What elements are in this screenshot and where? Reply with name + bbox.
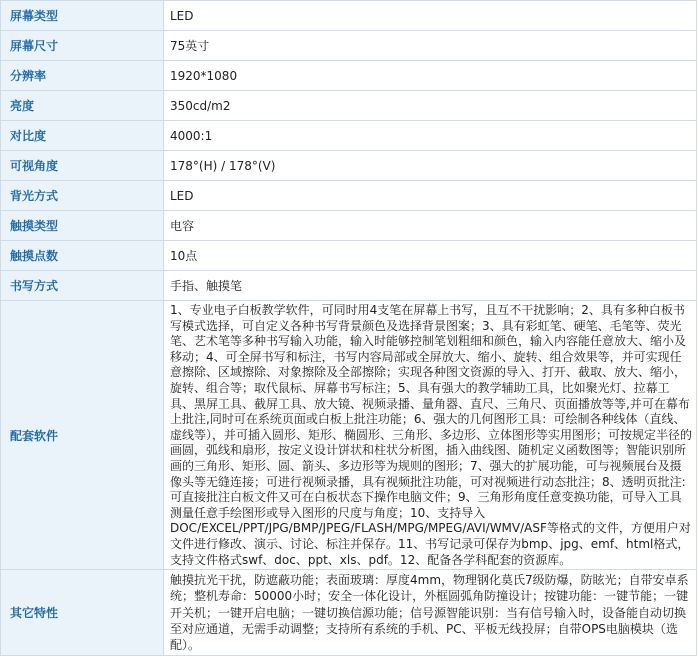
spec-key: 触摸点数 bbox=[1, 241, 164, 271]
spec-value: 1920*1080 bbox=[164, 61, 697, 91]
spec-row-viewing-angle bbox=[1, 151, 697, 181]
spec-value: 4000:1 bbox=[164, 121, 697, 151]
spec-row-backlight bbox=[1, 181, 697, 211]
spec-value: LED bbox=[164, 1, 697, 31]
spec-row-software bbox=[1, 301, 697, 570]
spec-row-contrast bbox=[1, 121, 697, 151]
spec-key: 屏幕类型 bbox=[1, 1, 164, 31]
spec-row-screen-size bbox=[1, 31, 697, 61]
spec-key: 书写方式 bbox=[1, 271, 164, 301]
spec-row-brightness bbox=[1, 91, 697, 121]
spec-row-screen-type bbox=[1, 1, 697, 31]
spec-key: 配套软件 bbox=[1, 301, 164, 570]
spec-row-touch-points bbox=[1, 241, 697, 271]
spec-key: 亮度 bbox=[1, 91, 164, 121]
spec-row-other-features bbox=[1, 570, 697, 656]
spec-value: 350cd/m2 bbox=[164, 91, 697, 121]
spec-row-touch-type bbox=[1, 211, 697, 241]
spec-value: 75英寸 bbox=[164, 31, 697, 61]
spec-key: 屏幕尺寸 bbox=[1, 31, 164, 61]
spec-value: LED bbox=[164, 181, 697, 211]
spec-value: 1、专业电子白板教学软件，可同时用4支笔在屏幕上书写，且互不干扰影响；2、具有多种白板书写模式选择，可自定义各种书写背景颜色及选择背景图案；3、具有彩虹笔、硬笔、毛笔等、荧光笔、艺术笔等多种书写输入功能，输入时能够控制笔划粗细和颜色，输入内容能任意放大、缩小及移动；4、可全屏书写和标注，书写内容局部或全屏放大、缩小、旋转、组合效果等，并可实现任意擦除、区域擦除、对象擦除及全部擦除；实现各种图文资源的导入、打开、截取、放大、缩小，旋转、组合等；取代鼠标、屏幕书写标注；5、具有强大的教学辅助工具，比如聚光灯、拉幕工具、黑屏工具、截屏工具、放大镜、视频录播、量角器、直尺、三角尺、页面播放等等,并可在幕布上批注,同时可在系统页面或白板上批注功能；6、强大的几何图形工具：可绘制各种线体（直线、虚线等），并可插入圆形、矩形、椭圆形、三角形、多边形、立体图形等实用图形；可按规定半径的画圆，弧线和扇形，按定义设计饼状和柱状分析图，插入曲线图、随机定义函数图等；智能识别所画的三角形、矩形、圆、箭头、多边形等为规则的图形；7、强大的扩展功能，可与视频展台及摄像头等无缝连接；可进行视频录播，具有视频批注功能，可对视频进行动态批注；8、透明页批注:可直接批注白板文件又可在白板状态下操作电脑文件；9、三角形角度任意变换功能，可导入工具测量任意手绘图形或导入图形的尺度与角度；10、支持导入DOC/EXCEL/PPT/JPG/BMP/JPEG/FLASH/MPG/MPEG/AVI/WMV/ASF等格式的文件，方便用户对文件进行修改、演示、讨论、标注并保存。11、书写记录可保存为bmp、jpg、emf、html格式，支持文件格式swf、doc、ppt、xls、pdf。12、配备各学科配套的资源库。 bbox=[164, 301, 697, 570]
spec-row-resolution bbox=[1, 61, 697, 91]
spec-key: 对比度 bbox=[1, 121, 164, 151]
spec-key: 可视角度 bbox=[1, 151, 164, 181]
spec-row-writing-method bbox=[1, 271, 697, 301]
spec-key: 分辨率 bbox=[1, 61, 164, 91]
spec-value: 178°(H) / 178°(V) bbox=[164, 151, 697, 181]
spec-key: 触摸类型 bbox=[1, 211, 164, 241]
spec-value: 10点 bbox=[164, 241, 697, 271]
spec-value: 触摸抗光干扰，防遮蔽功能；表面玻璃：厚度4mm，物理钢化莫氏7级防爆，防眩光；自带安卓系统；整机寿命：50000小时；安全一体化设计，外框圆弧角防撞设计；按键功能：一键节能；一键开关机；一键开启电脑；一键切换信源功能；信号源智能识别：当有信号输入时，设备能自动切换至对应通道，无需手动调整；支持所有系统的手机、PC、平板无线投屏；自带OPS电脑模块（选配）。 bbox=[164, 570, 697, 656]
spec-value: 手指、触摸笔 bbox=[164, 271, 697, 301]
spec-key: 背光方式 bbox=[1, 181, 164, 211]
spec-value: 电容 bbox=[164, 211, 697, 241]
spec-key: 其它特性 bbox=[1, 570, 164, 656]
